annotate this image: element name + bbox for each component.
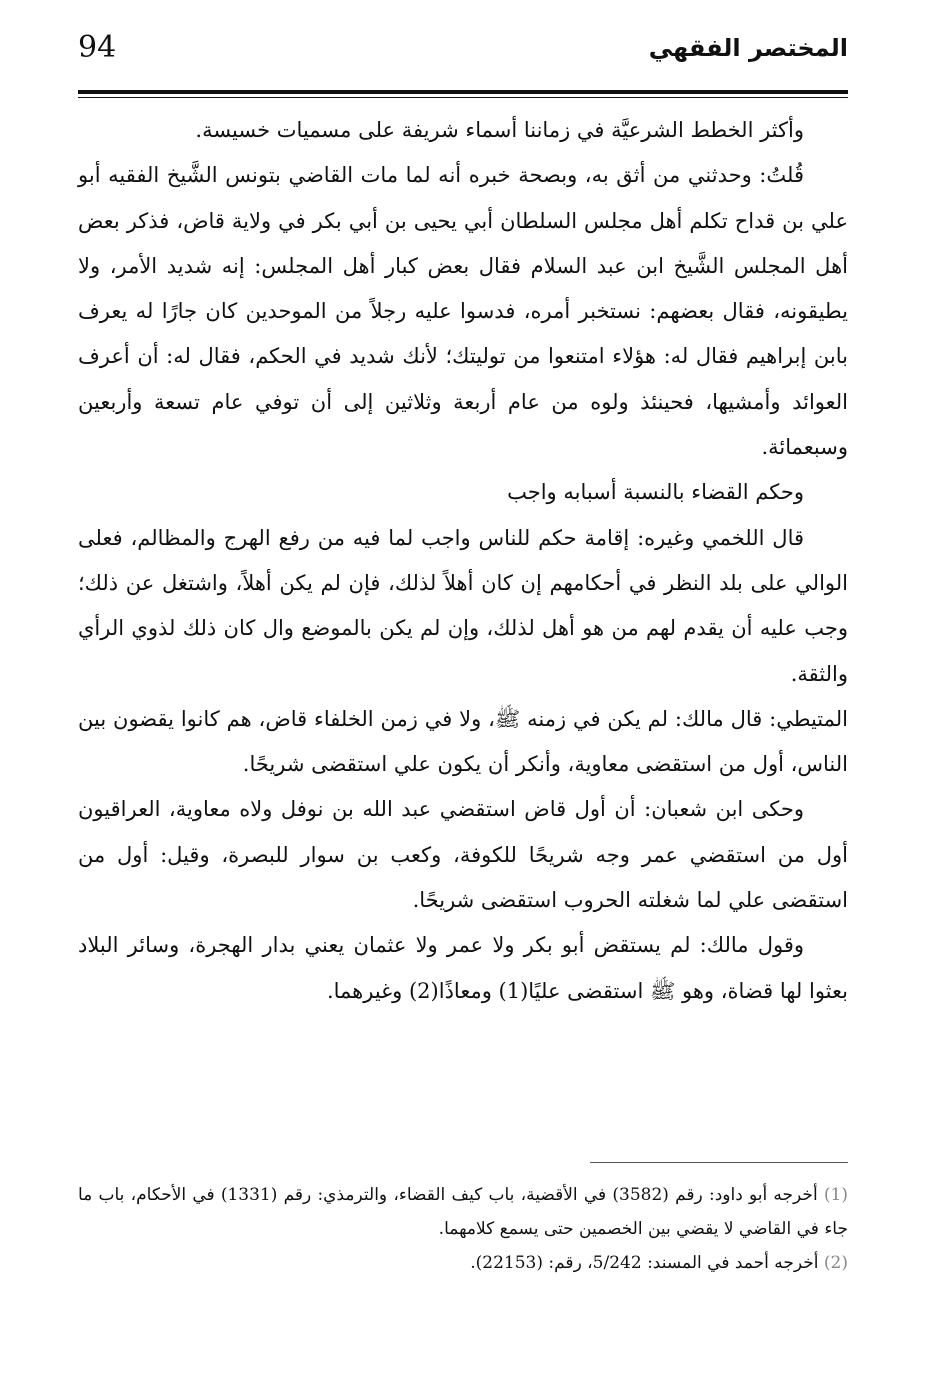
paragraph: وقول مالك: لم يستقض أبو بكر ولا عمر ولا عثمان يعني بدار الهجرة، وسائر البلاد بعثوا لها قضاة، وهو ﷺ استقضى عليًا(1) ومعاذًا(2) وغيرهما. bbox=[78, 933, 848, 1003]
page-number: 94 bbox=[78, 30, 117, 65]
header-divider-thin bbox=[78, 97, 848, 98]
book-title: المختصر الفقهي bbox=[648, 34, 848, 62]
footnote bbox=[78, 1246, 848, 1280]
paragraph: وحكى ابن شعبان: أن أول قاض استقضي عبد الله بن نوفل ولاه معاوية، العراقيون أول من استقضي عمر وجه شريحًا للكوفة، وكعب بن سوار للبصرة، وقيل: أول من استقضى علي لما شغلته الحروب استقضى شريحًا. bbox=[78, 797, 848, 913]
paragraph: وأكثر الخطط الشرعيَّة في زماننا أسماء شريفة على مسميات خسيسة. bbox=[195, 118, 804, 142]
page-header bbox=[78, 28, 848, 90]
footnote-text: أخرجه أبو داود: رقم (3582) في الأقضية، باب كيف القضاء، والترمذي: رقم (1331) في الأحكام، باب ما جاء في القاضي لا يقضي بين الخصمين حتى يسمع كلامهما. bbox=[78, 1185, 848, 1239]
footnote-mark: (1) bbox=[823, 1185, 848, 1205]
main-text bbox=[78, 108, 848, 1014]
footnote-text: أخرجه أحمد في المسند: 5/242، رقم: (22153). bbox=[470, 1253, 819, 1273]
footnote bbox=[78, 1178, 848, 1246]
footnote-divider bbox=[590, 1162, 848, 1163]
footnotes bbox=[78, 1178, 848, 1280]
paragraph: قال اللخمي وغيره: إقامة حكم للناس واجب لما فيه من رفع الهرج والمظالم، فعلى الوالي على بلد النظر في أحكامهم إن كان أهلاً لذلك، فإن لم يكن أهلاً، واشتغل عن ذلك؛ وجب عليه أن يقدم لهم من هو أهل لذلك، وإن لم يكن بالموضع وال كان ذلك لذوي الرأي والثقة. bbox=[78, 525, 848, 686]
verse-line: وحكم القضاء بالنسبة أسبابه واجب bbox=[507, 480, 804, 505]
paragraph: المتيطي: قال مالك: لم يكن في زمنه ﷺ، ولا في زمن الخلفاء قاض، هم كانوا يقضون بين الناس، أول من استقضى معاوية، وأنكر أن يكون علي استقضى شريحًا. bbox=[78, 706, 848, 777]
header-divider bbox=[78, 90, 848, 94]
footnote-mark: (2) bbox=[823, 1253, 848, 1273]
paragraph: قُلتُ: وحدثني من أثق به، وبصحة خبره أنه لما مات القاضي بتونس الشَّيخ الفقيه أبو علي بن قداح تكلم أهل مجلس السلطان أبي يحيى بن أبي بكر في ولاية قاض، فذكر بعض أهل المجلس الشَّيخ ابن عبد السلام فقال بعض كبار أهل المجلس: إنه شديد الأمر، ولا يطيقونه، فقال بعضهم: نستخبر أمره، فدسوا عليه رجلاً من الموحدين كان جارًا له يعرف بابن إبراهيم فقال له: هؤلاء امتنعوا من توليتك؛ لأنك شديد في الحكم، فقال له: أن أعرف العوائد وأمشيها، فحينئذ ولوه من عام أربعة وثلاثين إلى أن توفي عام تسعة وأربعين وسبعمائة. bbox=[78, 163, 848, 460]
